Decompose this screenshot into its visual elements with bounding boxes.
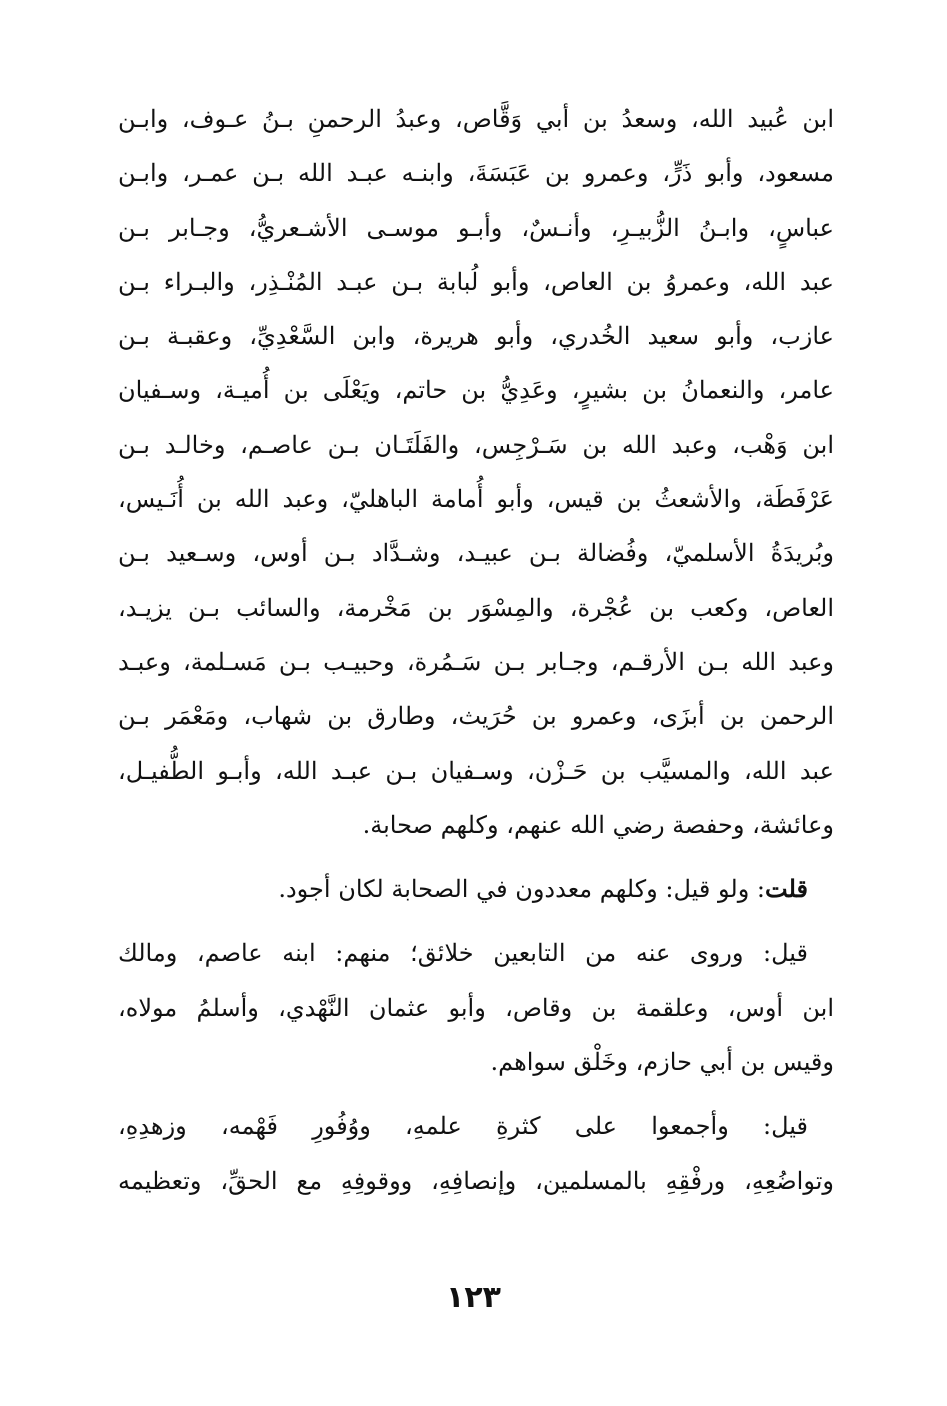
text-line: عبد الله، وعمروُ بن العاص، وأبو لُبابة بـن عبـد المُنْـذِر، والبـراء بـن: [118, 267, 834, 296]
paragraph-gap: [118, 916, 834, 926]
note-line: [118, 862, 834, 916]
note-label: قلت: [765, 874, 808, 904]
text-line: عبد الله، والمسيَّب بن حَـزْن، وسـفيان بـن عبـد الله، وأبـو الطُّفيـل،: [118, 756, 834, 785]
text-line: الرحمن بن أبزَى، وعمرو بن حُرَيث، وطارق بن شهاب، ومَعْمَر بـن: [118, 702, 834, 731]
text-line: العاص، وكعب بن عُجْرة، والمِسْوَر بن مَخْرمة، والسائب بـن يزيـد،: [118, 593, 834, 622]
text-line: وتواضُعِهِ، ورفْقِهِ بالمسلمين، وإنصافِهِ، ووقوفِهِ مع الحقِّ، وتعظيمه: [118, 1166, 834, 1195]
text-line: ابن أوس، وعلقمة بن وقاص، وأبو عثمان النَّهْدي، وأسلمُ مولاه،: [118, 993, 834, 1022]
text-line: مسعود، وأبو ذَرٍّ، وعمرو بن عَبَسَةَ، وابنـه عبـد الله بـن عمـر، وابـن: [118, 159, 834, 188]
text-line: ابن عُبيد الله، وسعدُ بن أبي وَقَّاص، وعبدُ الرحمنِ بـنُ عـوف، وابـن: [118, 105, 834, 133]
note-text: : ولو قيل: وكلهم معددون في الصحابة لكان أجود.: [278, 875, 766, 904]
text-line: وبُريدَةُ الأسلميّ، وفُضالة بـن عبيـد، وشـدَّاد بـن أوس، وسـعيد بـن: [118, 539, 834, 568]
text-line: وعبد الله بـن الأرقـم، وجـابر بـن سَـمُرة، وحبيـب بـن مَسـلمة، وعبـد: [118, 647, 834, 676]
text-line: ابن وَهْب، وعبد الله بن سَـرْجِس، والفَلَتَـان بـن عاصـم، وخالـد بـن: [118, 430, 834, 459]
text-line: عَرْفَطَة، والأشعثُ بن قيس، وأبو أُمامة الباهليّ، وعبد الله بن أُنَـيس،: [118, 485, 834, 514]
text-line: وقيس بن أبي حازم، وخَلْق سواهم.: [490, 1048, 834, 1077]
text-line: قيل: وأجمعوا على كثرةِ علمهِ، ووُفُورِ فَهْمه، وزهدِهِ،: [118, 1112, 808, 1141]
body-text: [118, 92, 834, 1208]
text-line: عازب، وأبو سعيد الخُدري، وأبو هريرة، وابن السَّعْدِيِّ، وعقبـة بـن: [118, 322, 834, 351]
page-number: ١٢٣: [446, 1280, 501, 1315]
text-line: قيل: وروى عنه من التابعين خلائق؛ منهم: ابنه عاصم، ومالك: [118, 939, 808, 968]
text-line: عامر، والنعمانُ بن بشيرٍ، وعَدِيُّ بن حاتم، ويَعْلَى بن أُميـة، وسـفيان: [118, 376, 834, 405]
paragraph-gap: [118, 1089, 834, 1099]
paragraph-gap: [118, 852, 834, 862]
text-line: عباسٍ، وابـنُ الزُّبيـرِ، وأنـسٌ، وأبـو موسـى الأشـعريُّ، وجـابر بـن: [118, 213, 834, 242]
text-line: وعائشة، وحفصة رضي الله عنهم، وكلهم صحابة.: [362, 810, 834, 839]
